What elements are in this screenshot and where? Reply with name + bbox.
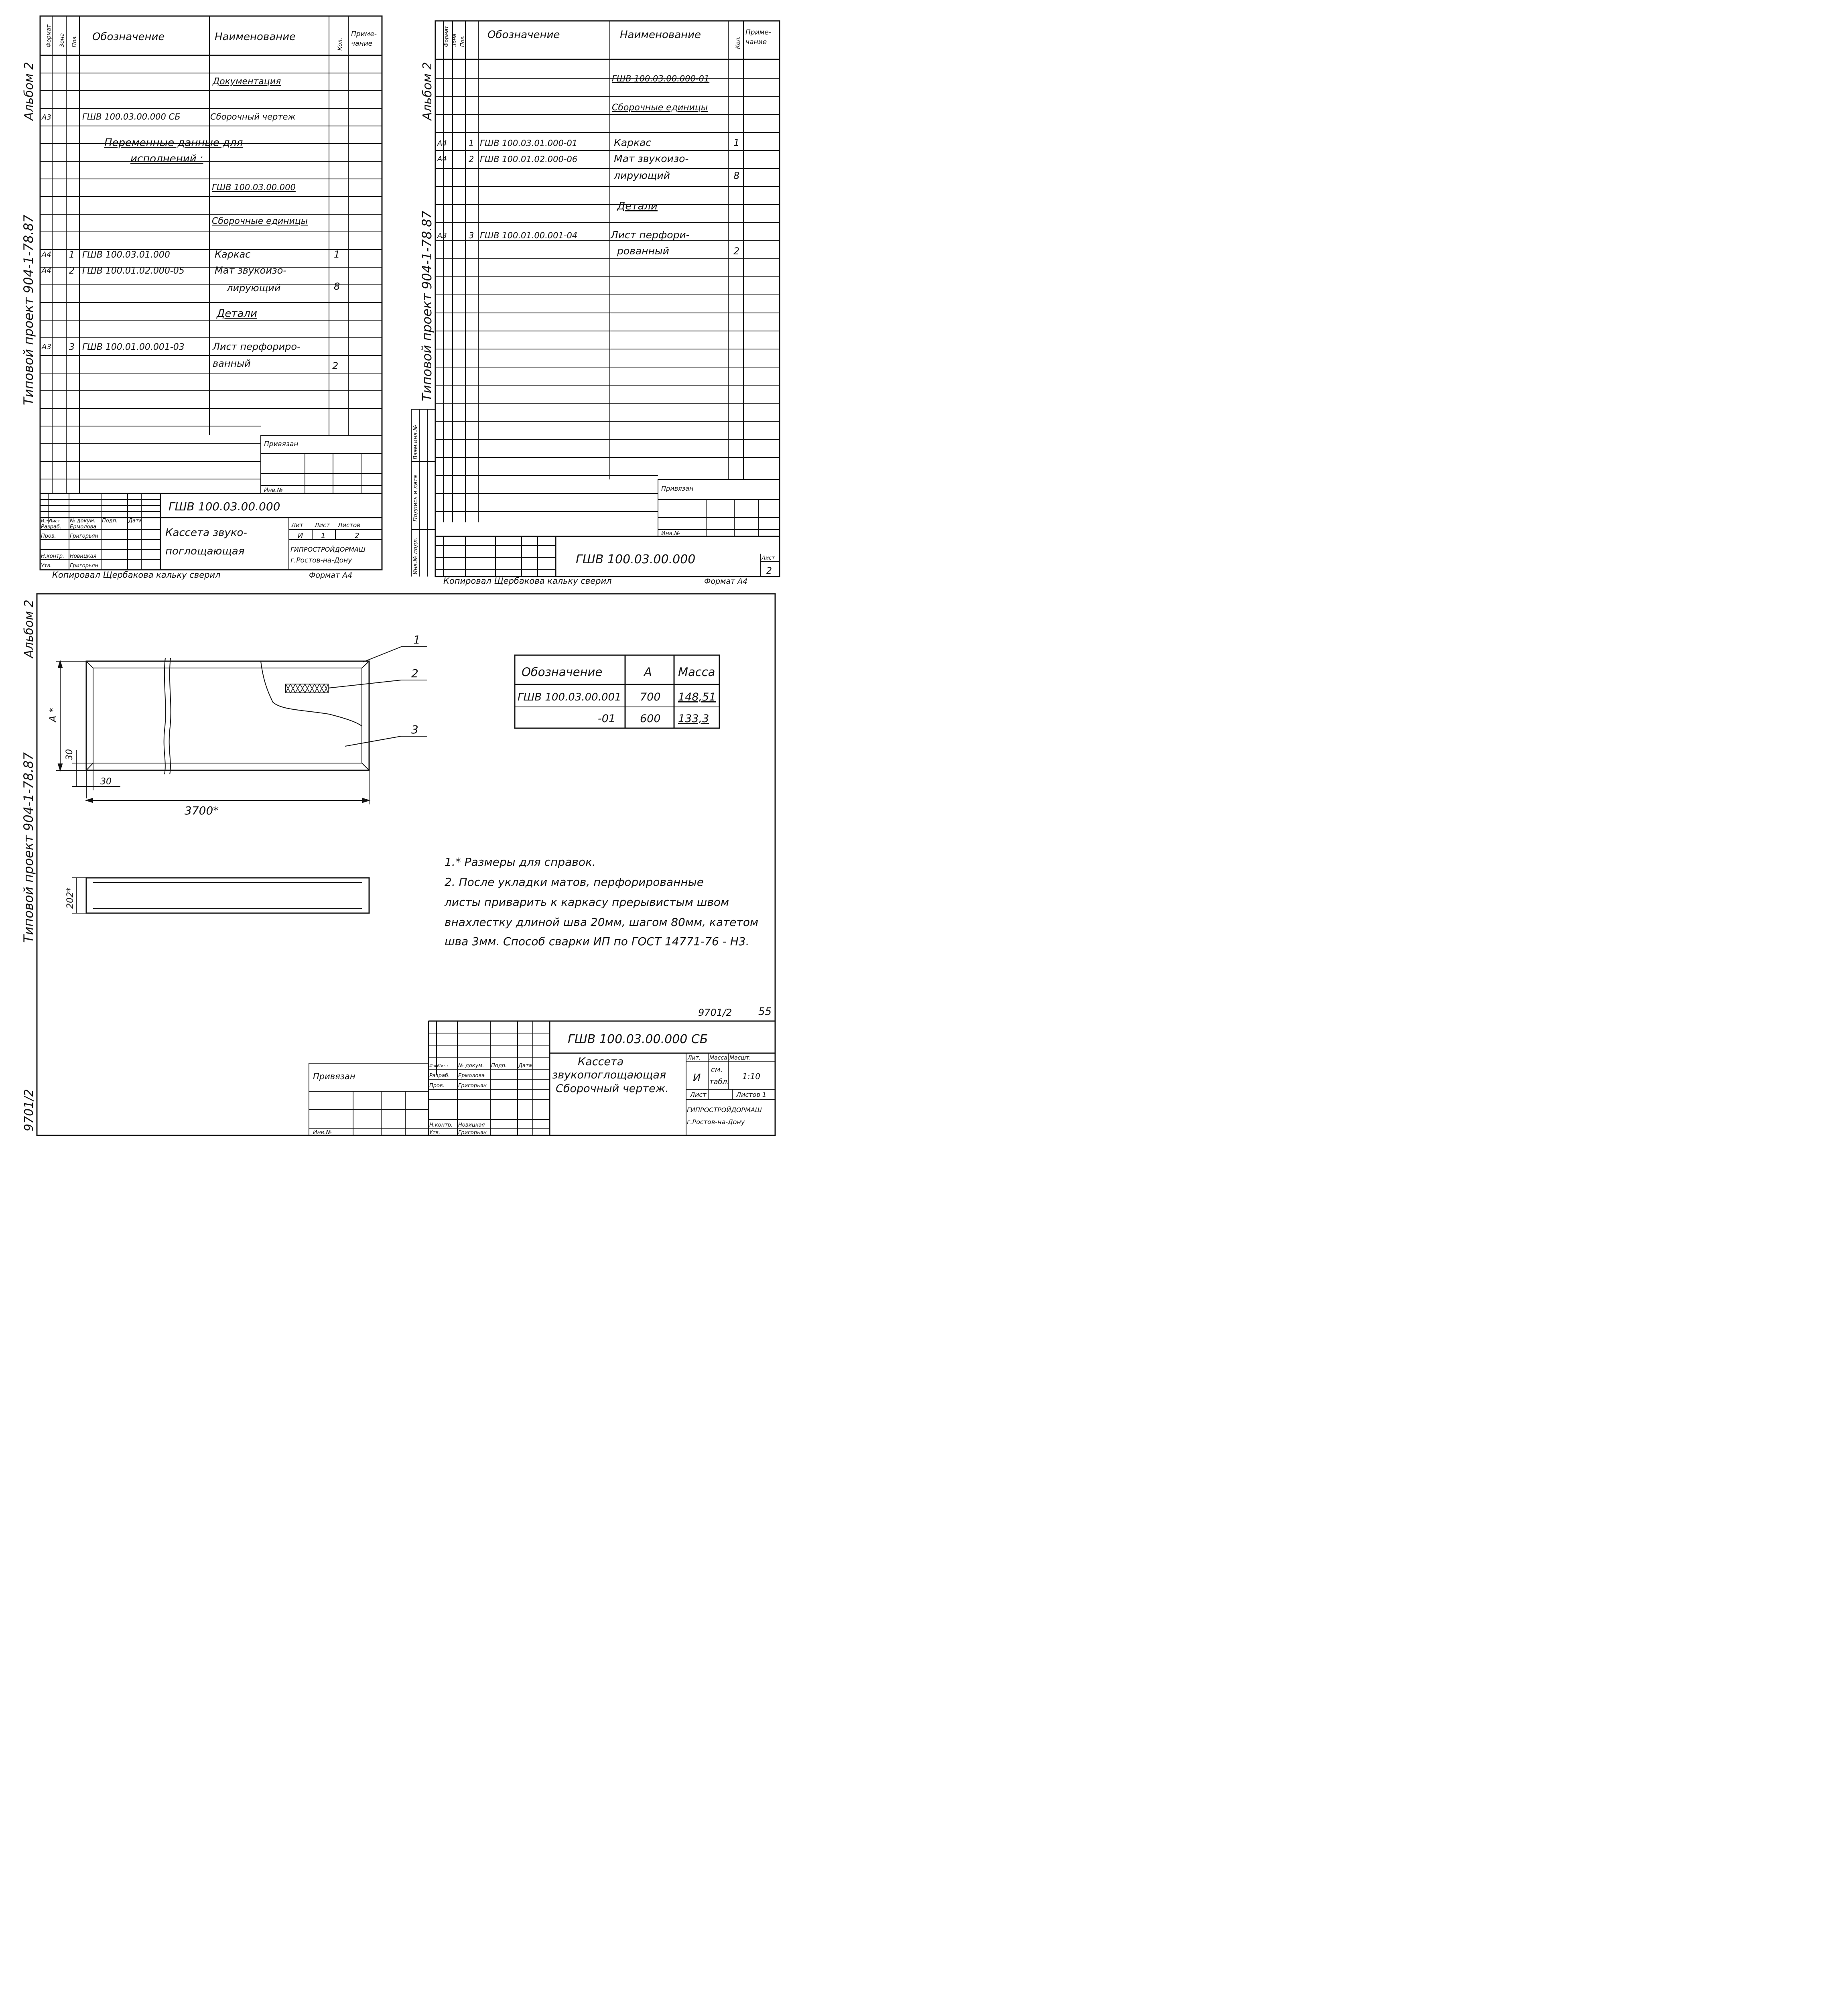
r2-name-1: Мат звукоизо- <box>215 265 287 276</box>
r3-designation: ГШВ 100.01.00.001-03 <box>82 342 185 352</box>
callout-1: 1 <box>413 633 420 646</box>
mass-row2-mass: 133,3 <box>678 713 709 725</box>
s2-stamp-sign: Подпись и дата <box>412 475 419 522</box>
s2-hdr-zone: Зона <box>452 34 458 47</box>
row-a3-name: Сборочный чертеж <box>210 112 296 122</box>
tb1-sheet-hdr: Лист <box>315 522 330 529</box>
tb-role1: Разраб. <box>429 1073 450 1079</box>
tb-name4: Григорьян <box>458 1130 487 1136</box>
s2-list-hdr: Лист <box>762 555 775 561</box>
tb1-hdr-sign: Подп. <box>102 518 118 524</box>
s2-designation: ГШВ 100.03.00.000 <box>576 552 696 566</box>
page-number: 55 <box>758 1006 772 1018</box>
tb-mass-1: см. <box>711 1066 723 1074</box>
assembly-sheet-frame <box>37 594 775 1135</box>
tb-mass-2: табл. <box>709 1078 729 1086</box>
privyazan-label: Привязан <box>264 440 299 448</box>
note-3: листы приварить к каркасу прерывистым швом <box>445 895 729 909</box>
tb1-sheets: 2 <box>355 532 359 540</box>
tb1-lit-hdr: Лит <box>291 522 303 529</box>
r1-qty: 1 <box>334 249 340 260</box>
tb-name3: Новицкая <box>458 1122 485 1128</box>
mass-row2-designation: -01 <box>598 713 616 725</box>
tb-title-1: Кассета <box>578 1056 624 1068</box>
s2-r3-name-1: Лист перфори- <box>611 229 690 241</box>
tb1-lit: И <box>298 532 303 540</box>
hdr-note-2: чание <box>351 40 373 48</box>
sheet-id: 9701/2 <box>698 1007 732 1018</box>
mass-row1-designation: ГШВ 100.03.00.001 <box>518 691 621 703</box>
s2-stamp-replace: Взам.инв.№ <box>412 424 419 459</box>
dimension-labels <box>47 708 219 817</box>
tb-name1: Ермолова <box>458 1073 485 1079</box>
mass-table-hdr-designation: Обозначение <box>522 665 603 679</box>
tb-scale: 1:10 <box>742 1072 760 1081</box>
s2-hdr-note-1: Приме- <box>745 28 772 37</box>
s2-hdr-pos: Поз. <box>460 35 466 47</box>
tb1-hdr-doc: № докум. <box>70 518 96 524</box>
r3-format: А3 <box>42 343 51 351</box>
hdr-qty: Кол. <box>337 38 343 51</box>
section-parts: Детали <box>217 308 257 320</box>
sheet2-footer-format: Формат А4 <box>704 577 748 586</box>
drawing-side-number: 9701/2 <box>22 1089 36 1131</box>
mass-row1-a: 700 <box>640 691 661 703</box>
s2-r3-name-2: рованный <box>617 245 669 257</box>
hdr-pos: Поз. <box>71 35 78 47</box>
tb-hdr-sign: Подп. <box>491 1063 507 1069</box>
tb-org-1: ГИПРОСТРОЙДОРМАШ <box>687 1106 762 1114</box>
mass-table-hdr-mass: Масса <box>678 665 715 679</box>
s2-r1-designation: ГШВ 100.03.01.000-01 <box>480 138 578 148</box>
note-5: шва 3мм. Способ сварки ИП по ГОСТ 14771-76 - Н3. <box>445 935 749 948</box>
tb1-sheets-hdr: Листов <box>338 522 361 529</box>
r2-format: А4 <box>42 266 51 275</box>
row-a3-designation: ГШВ 100.03.00.000 СБ <box>82 112 181 122</box>
dim-thickness: 202* <box>65 887 75 909</box>
base-designation: ГШВ 100.03.00.000 <box>212 183 296 192</box>
technical-notes <box>444 855 758 948</box>
note-4: внахлестку длиной шва 20мм, шагом 80мм, катетом <box>445 916 759 929</box>
tb1-name2: Григорьян <box>70 533 98 539</box>
sheet2-side-album: Альбом 2 <box>420 62 435 120</box>
tb-hdr-list: Лист <box>437 1063 449 1068</box>
tb-org-2: г.Ростов-на-Дону <box>687 1118 745 1126</box>
cassette-front-view <box>86 658 369 774</box>
drawing-side-labels <box>21 600 36 1132</box>
s2-hdr-format: Формат <box>444 26 450 47</box>
hdr-format: Формат <box>46 24 52 47</box>
s2-r1-qty: 1 <box>733 137 740 148</box>
tb1-title-1: Кассета звуко- <box>165 527 247 539</box>
s2-stamp-inv: Инв.№ подл. <box>412 537 419 575</box>
sheet1-side-project: Типовой проект 904-1-78.87 <box>21 214 36 405</box>
tb1-hdr-date: Дата <box>128 518 142 524</box>
s2-section-parts: Детали <box>617 200 658 212</box>
note-2: 2. После укладки матов, перфорированные <box>445 875 704 889</box>
tb-hdr-izm: Изм <box>429 1063 439 1068</box>
sheet1-footer: Копировал Щербакова кальку сверил <box>52 570 221 580</box>
spec-sheet-2-text <box>412 26 775 586</box>
tb-sheets-label: Листов 1 <box>736 1091 767 1098</box>
r1-designation: ГШВ 100.03.01.000 <box>82 250 170 260</box>
callout-3: 3 <box>411 723 418 736</box>
tb-designation: ГШВ 100.03.00.000 СБ <box>568 1032 708 1046</box>
r2-name-2: лирующий <box>227 282 281 294</box>
s2-r2-qty: 8 <box>733 170 740 181</box>
s2-variant-designation: ГШВ 100.03.00.000-01 <box>612 74 710 83</box>
mass-row2-a: 600 <box>640 713 661 725</box>
tb-lit-hdr: Лит. <box>688 1055 701 1061</box>
tb1-role4: Утв. <box>41 563 52 569</box>
tb1-hdr-izm: Изм <box>41 518 50 524</box>
s2-r3-format: А3 <box>437 231 447 240</box>
drawing-side-album: Альбом 2 <box>22 599 36 658</box>
tb-role3: Н.контр. <box>429 1122 453 1128</box>
r2-designation: ГШВ 100.01.02.000-05 <box>82 266 185 276</box>
r1-format: А4 <box>42 250 51 259</box>
tb1-sheet: 1 <box>321 532 326 540</box>
tb-inv-no: Инв.№ <box>313 1129 332 1136</box>
row-a3-format: А3 <box>42 113 51 122</box>
spec-sheet-2 <box>411 21 780 577</box>
tb1-name1: Ермолова <box>70 524 97 530</box>
s2-r1-format: А4 <box>437 139 447 148</box>
r3-qty: 2 <box>332 360 339 372</box>
tb-scale-hdr: Масшт. <box>729 1055 751 1061</box>
r2-qty: 8 <box>334 281 340 292</box>
tb1-role1: Разраб. <box>41 524 62 530</box>
tb-role2: Пров. <box>429 1083 445 1089</box>
dim-length: 3700* <box>185 804 219 817</box>
r1-pos: 1 <box>69 250 75 260</box>
s2-privyazan: Привязан <box>661 485 694 492</box>
tb-title-3: Сборочный чертеж. <box>556 1082 669 1095</box>
sheet1-footer-format: Формат А4 <box>309 571 353 580</box>
dim-30-vertical: 30 <box>65 749 75 760</box>
dim-height: А * <box>47 707 59 722</box>
s2-r2-pos: 2 <box>469 154 474 164</box>
r3-pos: 3 <box>69 342 75 352</box>
tb-privyazan: Привязан <box>313 1072 355 1081</box>
note-1: 1.* Размеры для справок. <box>445 855 596 869</box>
inv-no-label: Инв.№ <box>264 487 283 493</box>
drawing-sheet <box>0 0 802 1139</box>
tb1-role3: Н.контр. <box>41 553 65 559</box>
s2-hdr-name: Наименование <box>620 29 701 41</box>
tb-hdr-date: Дата <box>518 1063 532 1069</box>
s2-r2-designation: ГШВ 100.01.02.000-06 <box>480 154 578 164</box>
sheet2-footer: Копировал Щербакова кальку сверил <box>443 576 612 586</box>
s2-r2-name-1: Мат звукоизо- <box>614 153 689 164</box>
tb1-org-1: ГИПРОСТРОЙДОРМАШ <box>290 546 366 553</box>
mass-table <box>518 665 716 725</box>
callout-2: 2 <box>411 667 418 680</box>
cassette-side-view <box>72 878 369 913</box>
hdr-note-1: Приме- <box>351 30 377 38</box>
s2-r2-format: А4 <box>437 155 447 163</box>
tb-role4: Утв. <box>429 1130 441 1136</box>
tb1-hdr-list: Лист <box>49 518 60 524</box>
s2-inv-no: Инв.№ <box>661 530 680 537</box>
variable-data-line2: исполнений : <box>130 153 203 165</box>
r3-name-2: ванный <box>213 358 251 369</box>
s2-r3-designation: ГШВ 100.01.00.001-04 <box>480 231 578 240</box>
mass-table-hdr-a: А <box>644 665 652 679</box>
tb1-name3: Новицкая <box>70 553 97 559</box>
section-documentation: Документация <box>213 77 281 87</box>
tb-mass-hdr: Масса <box>709 1055 727 1061</box>
tb-hdr-doc: № докум. <box>458 1063 484 1069</box>
hdr-name: Наименование <box>215 31 296 43</box>
tb-sheet-label: Лист <box>690 1091 707 1098</box>
spec-sheet-1 <box>40 16 382 570</box>
s2-hdr-designation: Обозначение <box>487 29 560 41</box>
tb1-title-2: поглощающая <box>165 545 245 557</box>
tb-lit: И <box>693 1072 701 1084</box>
spec-sheet-1-text <box>21 24 377 580</box>
drawing-side-project: Типовой проект 904-1-78.87 <box>21 752 36 943</box>
mass-row1-mass: 148,51 <box>678 691 716 703</box>
section-assemblies: Сборочные единицы <box>212 216 308 226</box>
s2-r1-name: Каркас <box>614 137 652 148</box>
tb1-name4: Григорьян <box>70 563 98 569</box>
tb-name2: Григорьян <box>458 1083 487 1089</box>
r2-pos: 2 <box>69 266 75 276</box>
r1-name: Каркас <box>215 249 251 260</box>
variable-data-line1: Переменные данные для <box>104 137 243 149</box>
tb1-role2: Пров. <box>41 533 56 539</box>
tb1-org-2: г.Ростов-на-Дону <box>290 556 352 564</box>
s2-r2-name-2: лирующий <box>614 170 670 181</box>
hdr-zone: Зона <box>59 33 65 47</box>
callout-labels <box>411 633 420 736</box>
s2-hdr-qty: Кол. <box>735 36 741 49</box>
hdr-designation: Обозначение <box>92 31 165 43</box>
s2-list-no: 2 <box>766 566 772 576</box>
dim-30-horizontal: 30 <box>100 777 112 787</box>
r3-name-1: Лист перфориро- <box>213 341 301 352</box>
tb-title-2: звукопоглощающая <box>552 1069 666 1081</box>
s2-hdr-note-2: чание <box>745 38 767 46</box>
s2-section-assemblies: Сборочные единицы <box>612 103 708 113</box>
tb1-designation: ГШВ 100.03.00.000 <box>169 500 280 513</box>
s2-r3-pos: 3 <box>469 231 474 240</box>
sheet2-side-project: Типовой проект 904-1-78.87 <box>419 210 435 401</box>
sheet1-side-album: Альбом 2 <box>22 62 36 120</box>
s2-r1-pos: 1 <box>469 138 474 148</box>
s2-r3-qty: 2 <box>733 246 740 257</box>
